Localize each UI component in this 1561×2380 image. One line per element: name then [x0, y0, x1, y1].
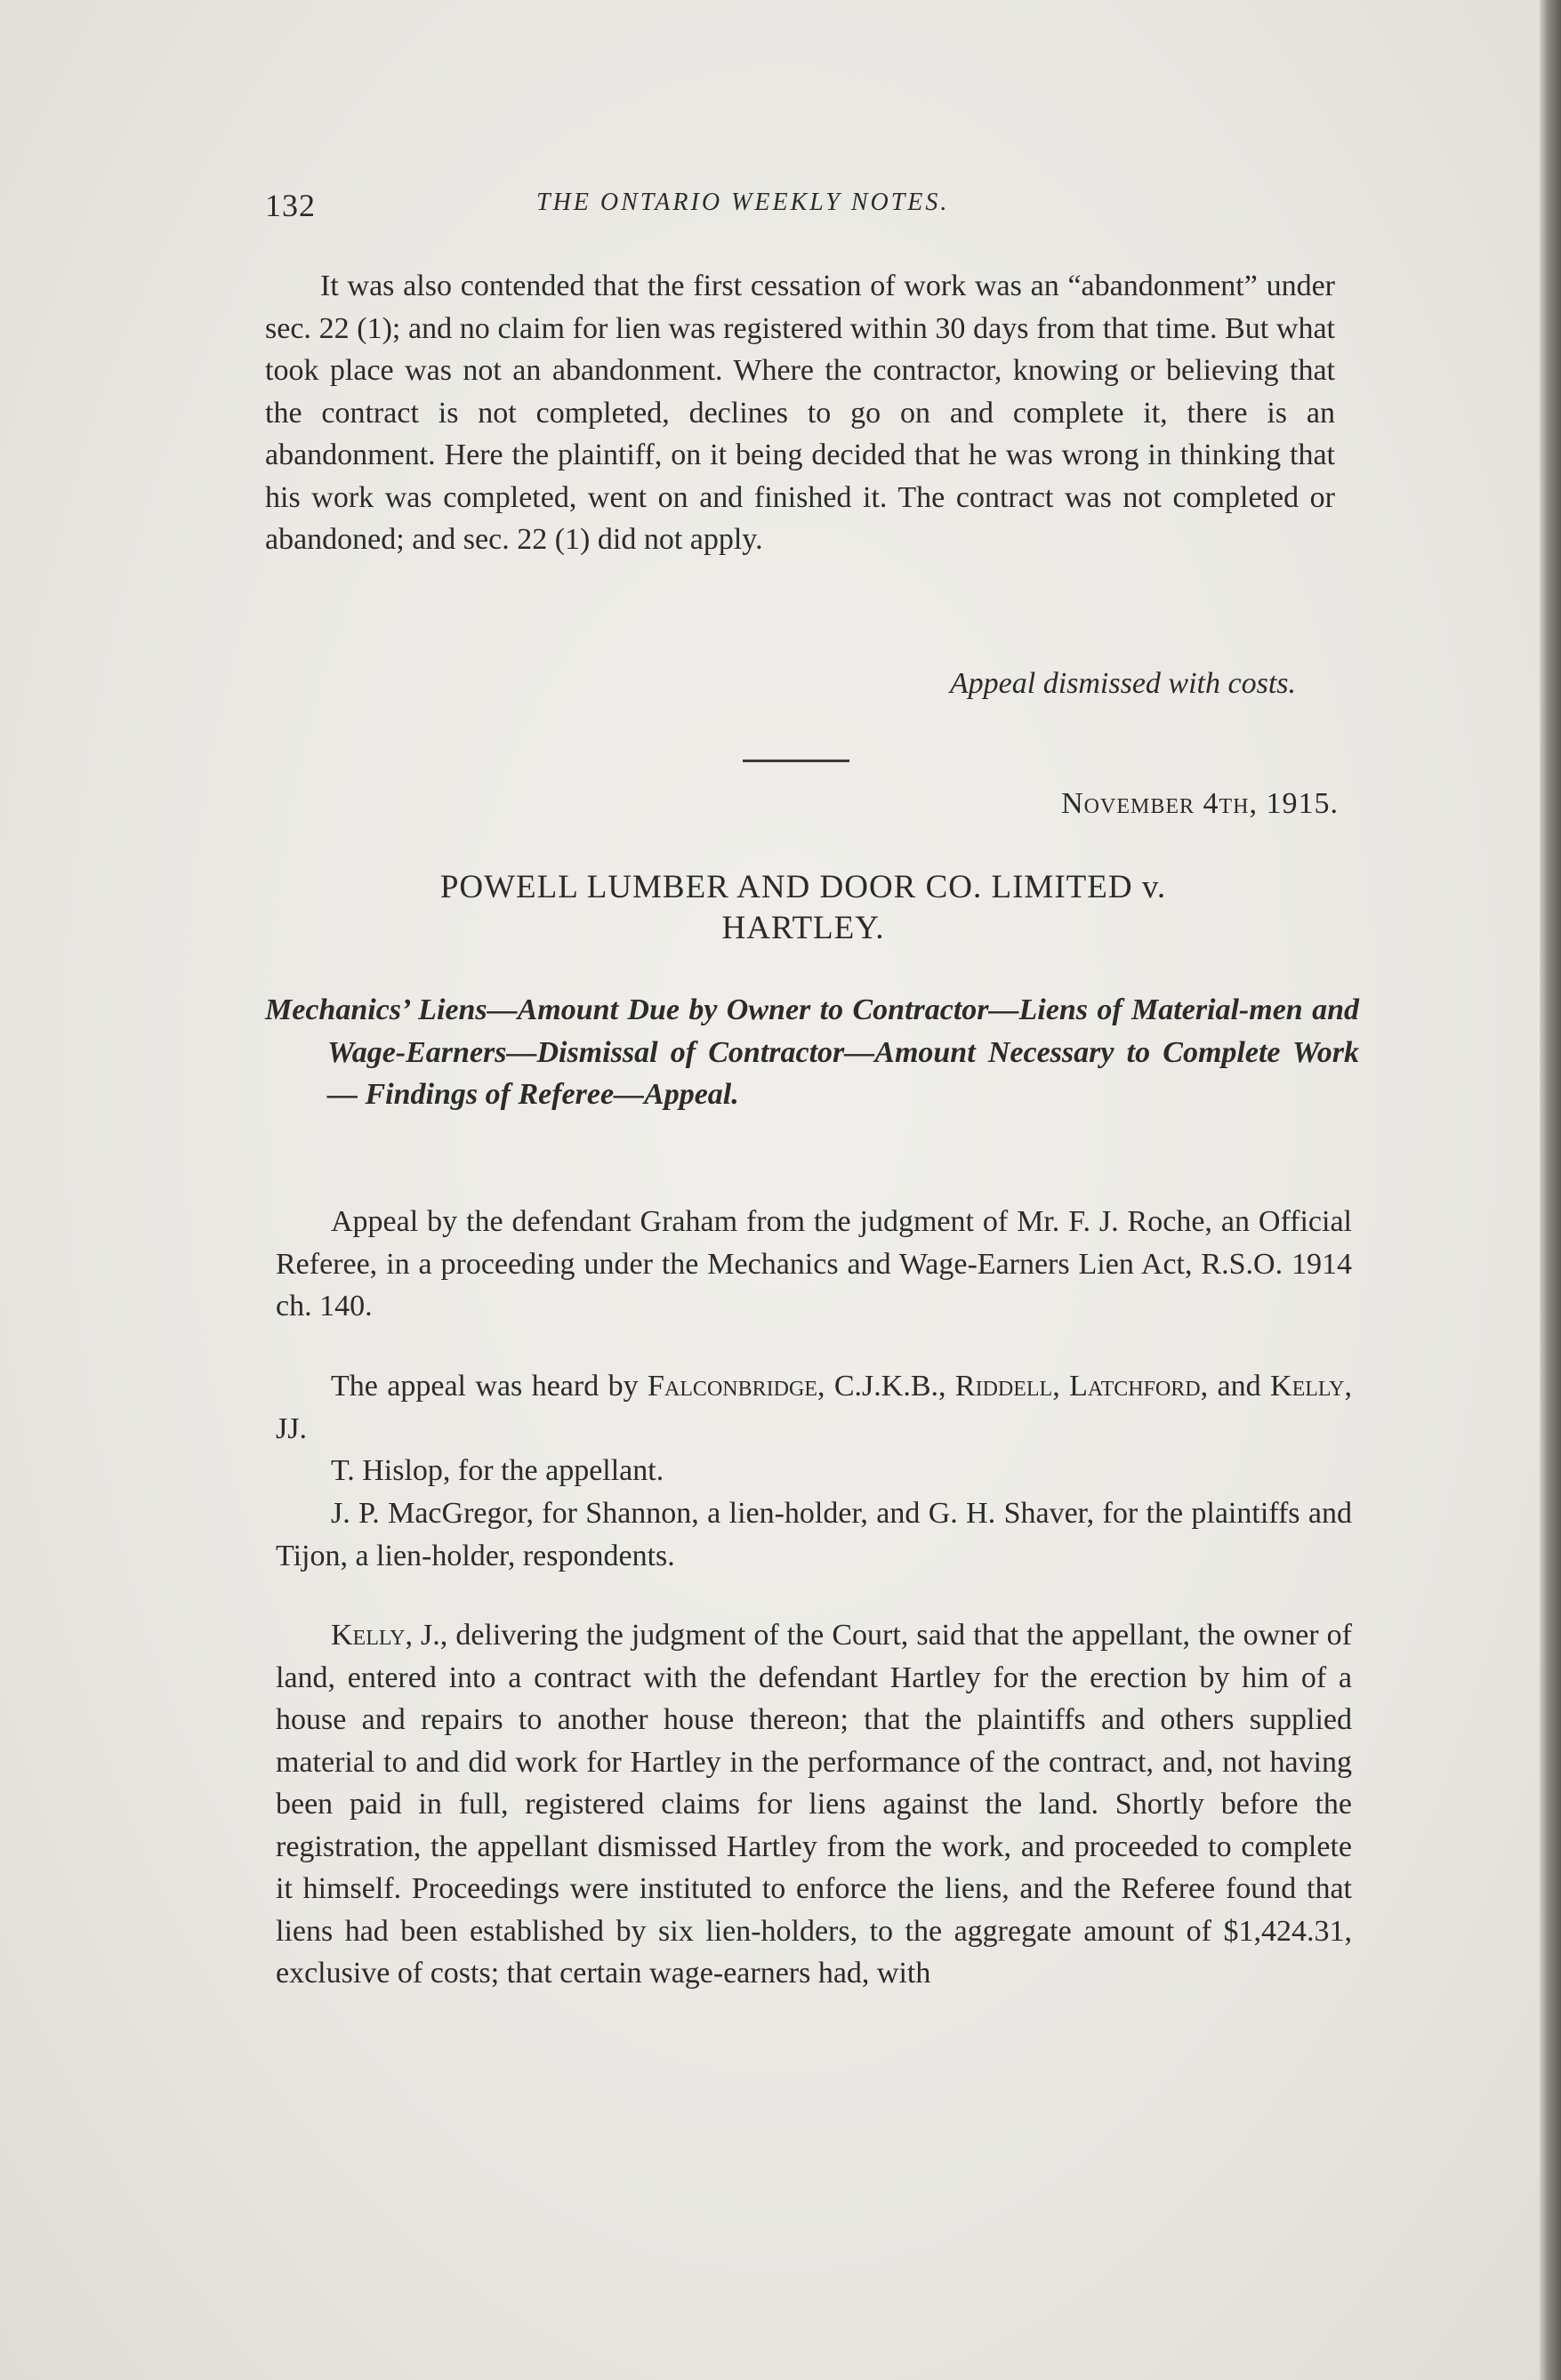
judge-latchford: Latchford	[1069, 1370, 1201, 1403]
judge-kelly: Kelly	[1270, 1370, 1345, 1403]
judge-falconbridge: Falconbridge	[648, 1370, 817, 1403]
headnote: Mechanics’ Liens—Amount Due by Owner to Contractor—Liens of Material-men and Wage-Earners—Dismissal of Contractor—Amount Necessary to Complete Work — Findings of Referee—Appeal.	[265, 993, 1359, 1111]
book-spine-shadow	[1540, 0, 1561, 2380]
section-divider	[743, 760, 849, 762]
judgment-text: , J., delivering the judgment of the Court, said that the appellant, the owner of land, entered into a contract with the defendant Hartley for the erection by him of a house and repairs to another house thereon; that the plaintiffs and others supplied material to and did work for Hartley in the performance of the contract, and, not having been paid in full, registered claims for liens against the land. Shortly before the registration, the appellant dismissed Hartley from the work, and proceeded to complete it himself. Proceedings were instituted to enforce the liens, and the Referee found that liens had been established by six lien-holders, to the aggregate amount of $1,424.31, exclusive of costs; that certain wage-earners had, with	[276, 1619, 1352, 1990]
judge-riddell: Riddell	[954, 1370, 1053, 1403]
opening-paragraph: It was also contended that the first cessation of work was an “abandonment” under sec. 22 (1); and no claim for lien was registered within 30 days from that time. But what took place was not an abandonment. Where the contractor, knowing or believing that the contract is not completed, declines to go on and complete it, there is an abandonment. Here the plaintiff, on it being decided that he was wrong in thinking that his work was completed, went on and finished it. The contract was not completed or abandoned; and sec. 22 (1) did not apply.	[265, 269, 1335, 556]
judgment-judge: Kelly	[331, 1619, 406, 1652]
bench-prefix: The appeal was heard by	[331, 1370, 648, 1403]
disposition: Appeal dismissed with costs.	[949, 667, 1296, 700]
appeal-paragraph: Appeal by the defendant Graham from the judgment of Mr. F. J. Roche, an Official Referee, in a proceeding under the Mechanics and Wage-Earners Lien Act, R.S.O. 1914 ch. 140.	[276, 1205, 1352, 1323]
bench-sep-1: ,	[1052, 1370, 1070, 1403]
counsel-respondents: J. P. MacGregor, for Shannon, a lien-holder, and G. H. Shaver, for the plaintiffs and Tijon, a lien-holder, respondents.	[276, 1497, 1352, 1572]
judge-title: , C.J.K.B.,	[817, 1370, 955, 1403]
bench-sep-2: , and	[1200, 1370, 1271, 1403]
page-number: 132	[265, 188, 316, 223]
judgment-paragraph	[276, 1614, 1352, 1995]
counsel-appellant: T. Hislop, for the appellant.	[331, 1454, 664, 1487]
case-title	[265, 867, 1341, 949]
page-header	[265, 187, 1350, 231]
bench-paragraph	[276, 1365, 1352, 1450]
date-line: November 4th, 1915.	[1061, 787, 1339, 820]
running-head: THE ONTARIO WEEKLY NOTES.	[536, 189, 950, 216]
bench-suffix: , JJ.	[276, 1370, 1353, 1445]
case-title-line-2: HARTLEY.	[721, 910, 885, 946]
case-title-line-1: POWELL LUMBER AND DOOR CO. LIMITED v.	[439, 869, 1167, 905]
